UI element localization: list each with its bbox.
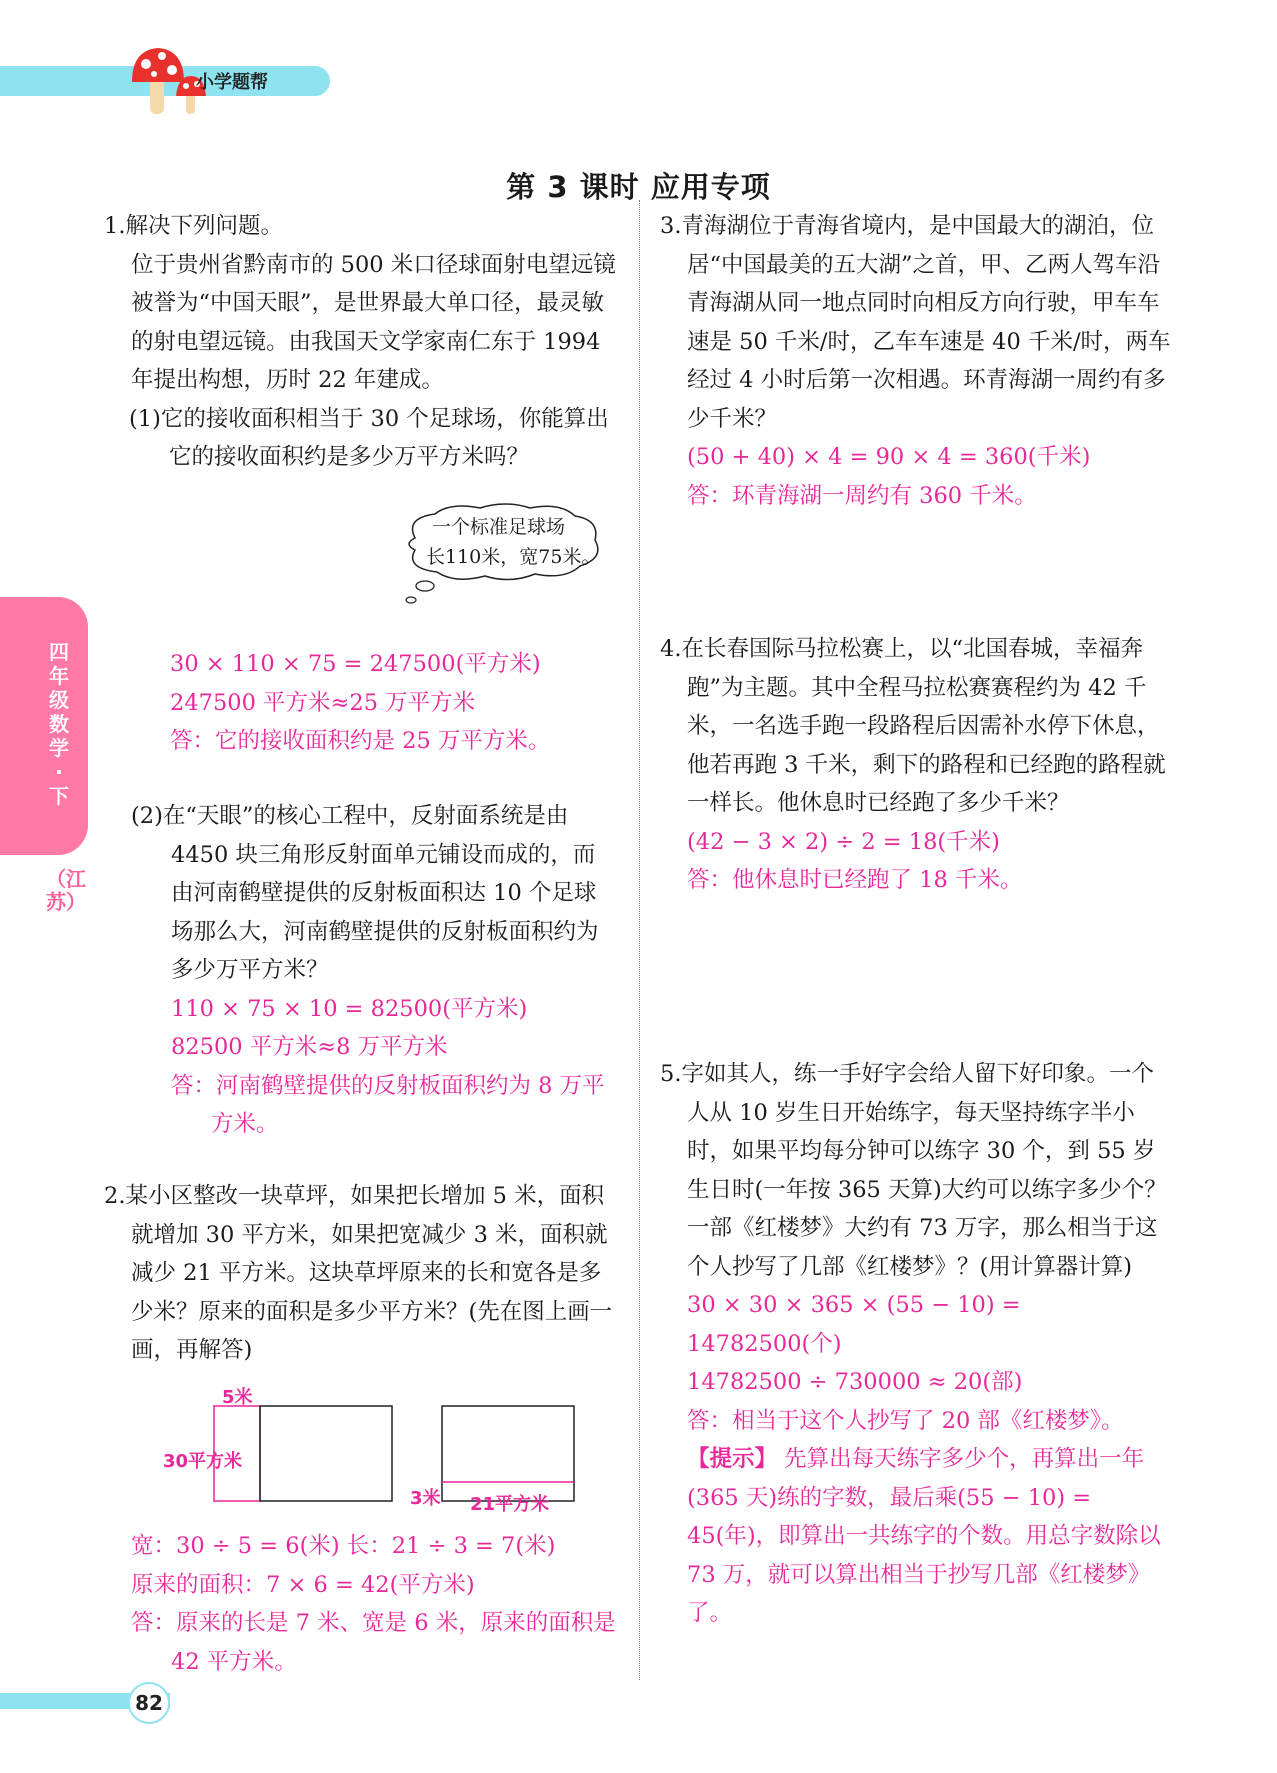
left-column-part2 bbox=[131, 797, 616, 1144]
answer-5-hint: 【提示】 先算出每天练字多少个，再算出一年(365 天)练的字数，最后乘(55 − 10) = 45(年)，即算出一共练字的个数。用总字数除以73 万，就可以算出相当于抄写几部《红楼梦》了。 bbox=[687, 1446, 1161, 1626]
side-tab-sub: （江苏） bbox=[46, 867, 86, 914]
figure-label-21: 21平方米 bbox=[470, 1494, 550, 1515]
answer-3-line1: (50 + 40) × 4 = 90 × 4 = 360(千米) bbox=[687, 444, 1091, 470]
question-1-part1: (1)它的接收面积相当于 30 个足球场，你能算出它的接收面积约是多少万平方米吗？ bbox=[129, 405, 609, 470]
question-2-text: 2.某小区整改一块草坪，如果把长增加 5 米，面积就增加 30 平方米，如果把宽减少 3 米，面积就减少 21 平方米。这块草坪原来的长和宽各是多少米？原来的面积是多少平方米？(先在图上画一画，再解答) bbox=[104, 1183, 613, 1363]
question-5-block bbox=[660, 1055, 1172, 1633]
answer-1-1-line1: 30 × 110 × 75 = 247500(平方米) bbox=[170, 651, 541, 677]
answer-4-line1: (42 − 3 × 2) ÷ 2 = 18(千米) bbox=[687, 828, 1000, 855]
answer-3-line2: 答：环青海湖一周约有 360 千米。 bbox=[687, 482, 1037, 509]
answer-2-line1: 宽：30 ÷ 5 = 6(米) 长：21 ÷ 3 = 7(米) bbox=[131, 1533, 556, 1559]
bubble-line-2: 长110米，宽75米。 bbox=[426, 546, 601, 568]
question-1-intro: 位于贵州省黔南市的 500 米口径球面射电望远镜被誉为“中国天眼”，是世界最大单口径，最灵敏的射电望远镜。由我国天文学家南仁东于 1994 年提出构想，历时 22 年建成。 bbox=[131, 251, 616, 393]
answer-2-line3: 答：原来的长是 7 米、宽是 6 米，原来的面积是 42 平方米。 bbox=[131, 1610, 616, 1675]
answer-5-line3: 答：相当于这个人抄写了 20 部《红楼梦》。 bbox=[687, 1407, 1124, 1434]
side-tab-label: 四年级数学·下 bbox=[49, 640, 69, 808]
brand-label: 小学题帮 bbox=[196, 72, 268, 93]
column-divider bbox=[639, 200, 640, 1680]
figure-label-5m: 5米 bbox=[222, 1387, 253, 1408]
answer-5-line1: 30 × 30 × 365 × (55 − 10) = 14782500(个) bbox=[687, 1292, 1021, 1357]
answer-1-2-line1: 110 × 75 × 10 = 82500(平方米) bbox=[171, 995, 528, 1022]
question-4-block bbox=[660, 630, 1172, 900]
left-column-answers-1 bbox=[170, 645, 620, 761]
answer-1-2-line2: 82500 平方米≈8 万平方米 bbox=[171, 1034, 448, 1060]
answer-1-1-line2: 247500 平方米≈25 万平方米 bbox=[170, 689, 476, 716]
bubble-line-1: 一个标准足球场 bbox=[432, 516, 566, 538]
page-title: 第 3 课时 应用专项 bbox=[506, 170, 771, 204]
question-1-heading: 1.解决下列问题。 bbox=[104, 213, 283, 239]
left-column bbox=[104, 207, 616, 477]
figure-label-3m: 3米 bbox=[410, 1488, 441, 1509]
question-3-block bbox=[660, 207, 1172, 515]
page-number: 82 bbox=[128, 1682, 170, 1724]
question-2-answers bbox=[131, 1527, 621, 1681]
question-3-text: 3.青海湖位于青海省境内，是中国最大的湖泊，位居“中国最美的五大湖”之首，甲、乙两人驾车沿青海湖从同一地点同时向相反方向行驶，甲车车速是 50 千米/时，乙车车速是 40 千米/时，两车经过 4 小时后第一次相遇。环青海湖一周约有多少千米？ bbox=[660, 213, 1171, 432]
question-4-text: 4.在长春国际马拉松赛上，以“北国春城，幸福奔跑”为主题。其中全程马拉松赛赛程约为 42 千米，一名选手跑一段路程后因需补水停下休息，他若再跑 3 千米，剩下的路程和已经跑的路程就一样长。他休息时已经跑了多少千米？ bbox=[660, 636, 1166, 816]
question-5-text: 5.字如其人，练一手好字会给人留下好印象。一个人从 10 岁生日开始练字，每天坚持练字半小时，如果平均每分钟可以练字 30 个，到 55 岁生日时(一年按 365 天算)大约可以练字多少个？一部《红楼梦》大约有 73 万字，那么相当于这个人抄写了几部《红楼梦》？(用计算器计算) bbox=[660, 1061, 1167, 1280]
question-1-part2: (2)在“天眼”的核心工程中，反射面系统是由 4450 块三角形反射面单元铺设而成的，而由河南鹤壁提供的反射板面积达 10 个足球场那么大，河南鹤壁提供的反射板面积约为多少万平方米？ bbox=[131, 803, 599, 983]
answer-2-line2: 原来的面积：7 × 6 = 42(平方米) bbox=[131, 1571, 475, 1598]
side-tab bbox=[0, 597, 88, 855]
figure-label-30: 30平方米 bbox=[163, 1451, 243, 1472]
answer-4-line2: 答：他休息时已经跑了 18 千米。 bbox=[687, 867, 1023, 893]
question-2-block bbox=[104, 1177, 616, 1370]
answer-1-2-line3: 答：河南鹤壁提供的反射板面积约为 8 万平方米。 bbox=[171, 1072, 605, 1137]
answer-1-1-line3: 答：它的接收面积约是 25 万平方米。 bbox=[170, 728, 551, 754]
answer-5-line2: 14782500 ÷ 730000 ≈ 20(部) bbox=[687, 1369, 1023, 1395]
